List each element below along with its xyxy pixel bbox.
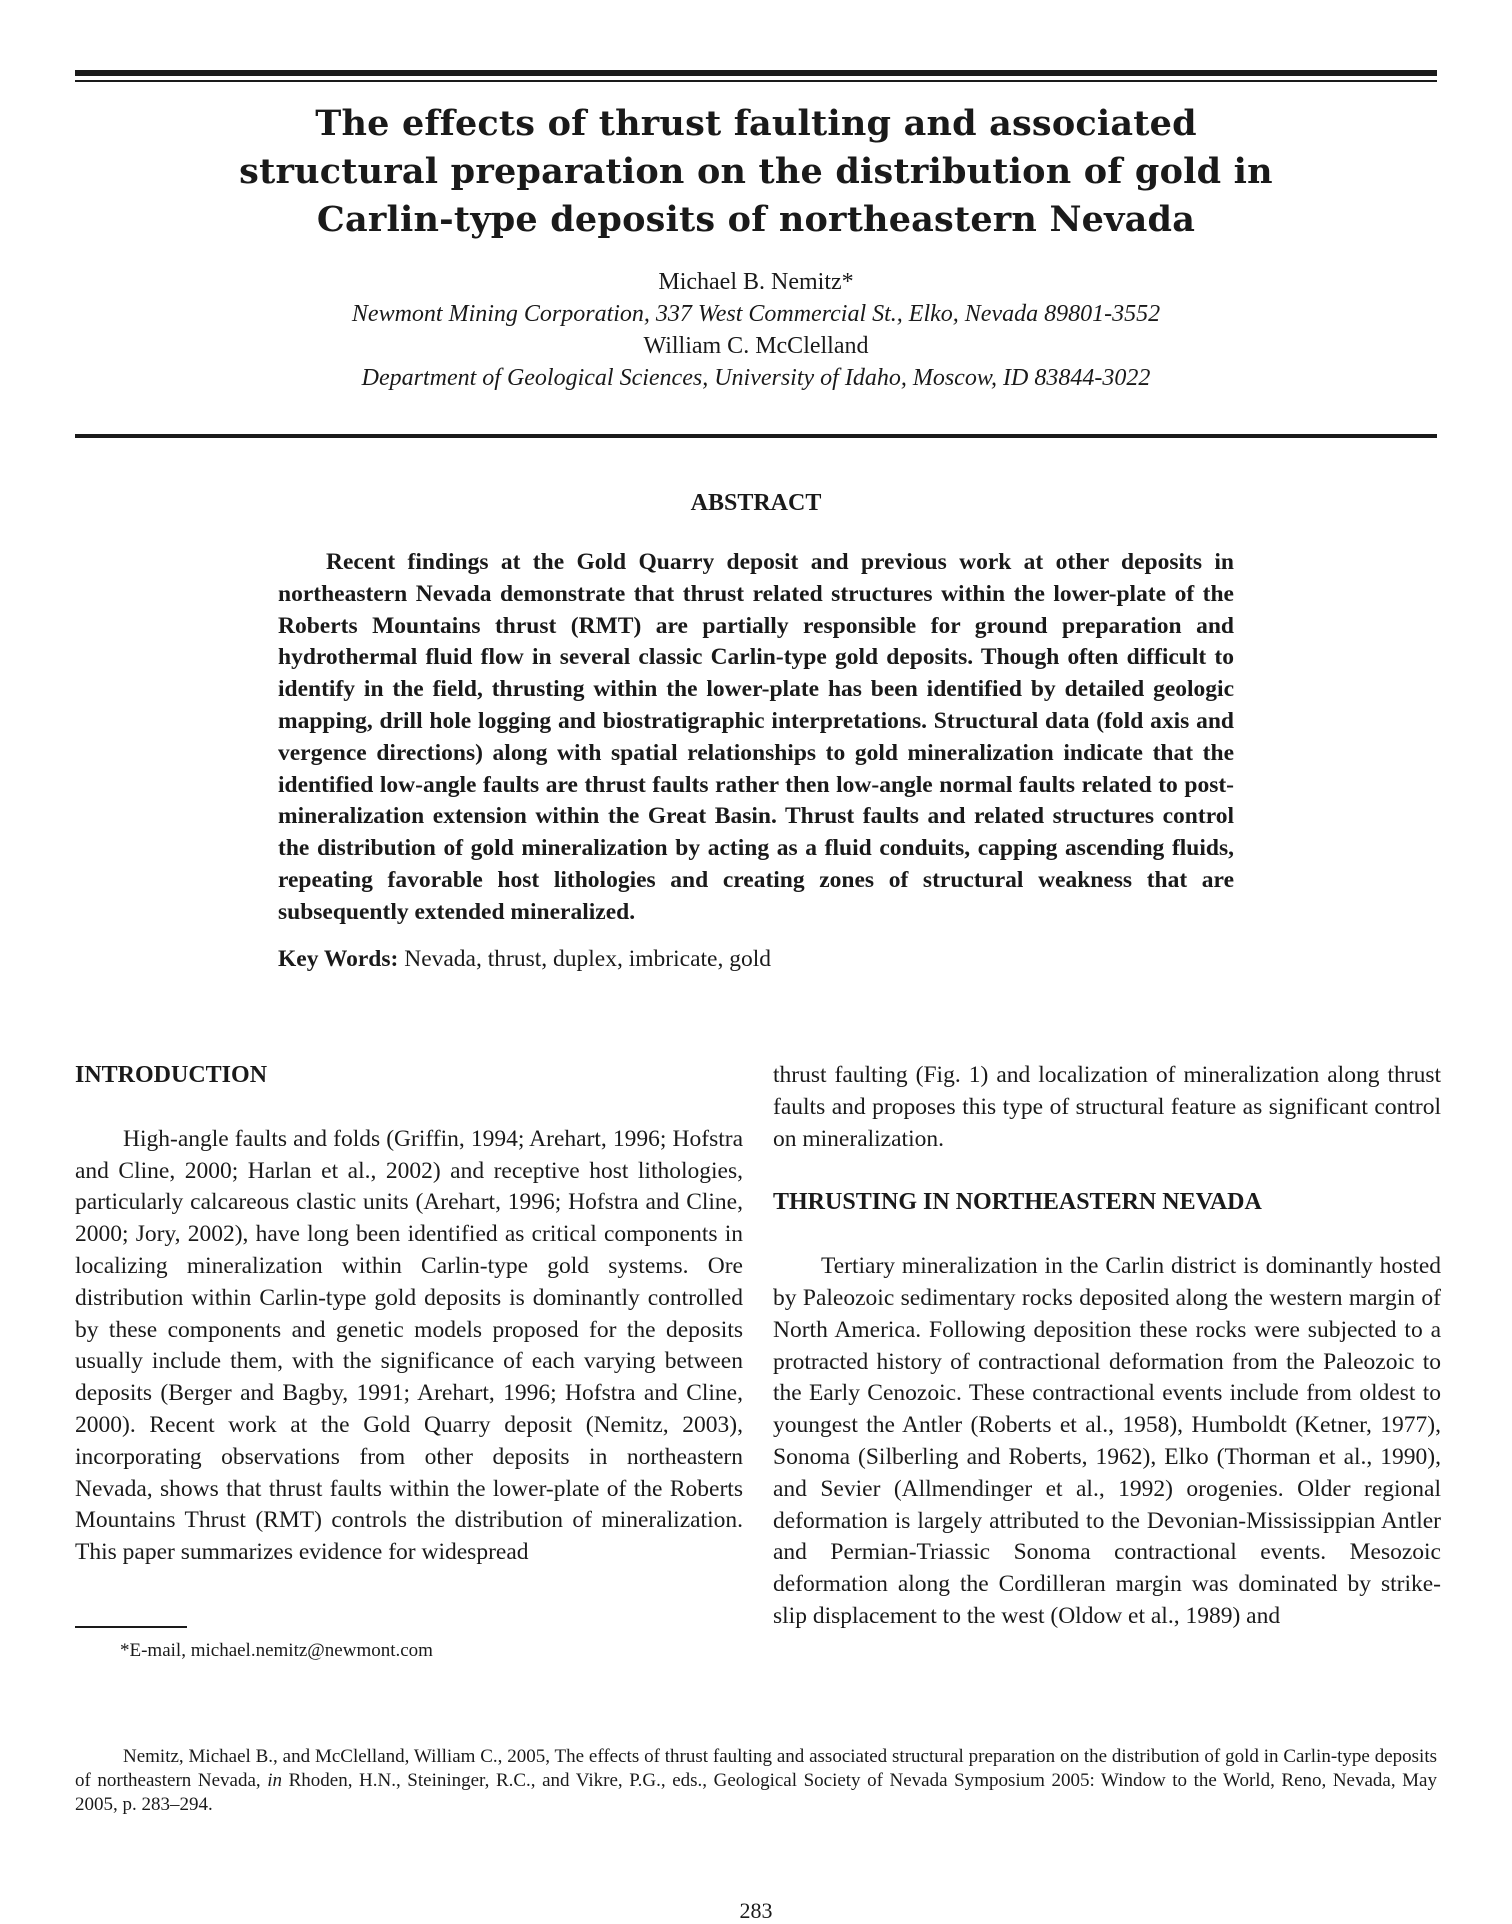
top-rule	[75, 70, 1437, 76]
paper-page	[75, 70, 1437, 975]
heading-gap-2	[773, 1219, 1441, 1251]
page-number: 283	[739, 1898, 773, 1923]
thrusting-paragraph: Tertiary mineralization in the Carlin district is dominantly hosted by Paleozoic sedimentary rocks deposited along the western margin of North America. Following deposition these rocks were subjected to a protracted history of contractional deformation from the Paleozoic to the Early Cenozoic. These contractional events include from oldest to youngest the Antler (Roberts et al., 1958), Humboldt (Ketner, 1977), Sonoma (Silberling and Roberts, 1962), Elko (Thorman et al., 1990), and Sevier (Allmendinger et al., 1992) orogenies. Older regional deformation is largely attributed to the Devonian-Mississippian Antler and Permian-Triassic Sonoma contractional events. Mesozoic deformation along the Cordilleran margin was dominated by strike-slip displacement to the west (Oldow et al., 1989) and	[773, 1253, 1441, 1629]
author-block	[75, 266, 1437, 394]
right-column	[773, 1060, 1441, 1633]
citation-block	[75, 1745, 1437, 1817]
author-name-2: William C. McClelland	[643, 333, 869, 359]
paper-title	[75, 100, 1437, 244]
section-gap	[773, 1155, 1441, 1187]
title-line-1: The effects of thrust faulting and associated	[315, 103, 1197, 144]
citation-after: Rhoden, H.N., Steininger, R.C., and Vikre, P.G., eds., Geological Society of Nevada Symposium 2005: Window to the World, Reno, Nevada, May 2005, p. 283–294.	[75, 1770, 1437, 1815]
heading-gap	[75, 1092, 743, 1124]
author-affiliation-2: Department of Geological Sciences, University of Idaho, Moscow, ID 83844-3022	[361, 365, 1151, 391]
left-column	[75, 1060, 743, 1569]
keywords-label: Key Words:	[278, 945, 399, 972]
footnote-rule	[75, 1626, 187, 1628]
abstract-text: Recent findings at the Gold Quarry deposit and previous work at other deposits in northeastern Nevada demonstrate that thrust related structures within the lower-plate of the Roberts Mountains thrust (RMT) are partially responsible for ground preparation and hydrothermal fluid flow in several classic Carlin-type gold deposits. Though often difficult to identify in the field, thrusting within the lower-plate has been identified by detailed geologic mapping, drill hole logging and biostratigraphic interpretations. Structural data (fold axis and vergence directions) along with spatial relationships to gold mineralization indicate that the identified low-angle faults are thrust faults rather then low-angle normal faults related to post-mineralization extension within the Great Basin. Thrust faults and related structures control the distribution of gold mineralization by acting as a fluid conduits, capping ascending fluids, repeating favorable host lithologies and creating zones of structural weakness that are subsequently extended mineralized.	[278, 549, 1234, 925]
author-affiliation-1: Newmont Mining Corporation, 337 West Commercial St., Elko, Nevada 89801-3552	[351, 301, 1161, 327]
keywords	[278, 943, 1234, 975]
keywords-list: Nevada, thrust, duplex, imbricate, gold	[404, 945, 771, 972]
author-email-footnote: *E-mail, michael.nemitz@newmont.com	[120, 1640, 433, 1661]
thrusting-heading: THRUSTING IN NORTHEASTERN NEVADA	[773, 1189, 1262, 1216]
citation-before: Nemitz, Michael B., and McClelland, William C., 2005, The effects of thrust faulting and associated structural preparation on the distribution of gold in Carlin-type deposits of northeastern Nevada,	[75, 1746, 1437, 1791]
author-name-1: Michael B. Nemitz*	[658, 269, 854, 295]
top-rule-thin	[75, 80, 1437, 82]
introduction-paragraph: High-angle faults and folds (Griffin, 1994; Arehart, 1996; Hofstra and Cline, 2000; Harlan et al., 2002) and receptive host lithologies, particularly calcareous clastic units (Arehart, 1996; Hofstra and Cline, 2000; Jory, 2002), have long been identified as critical components in localizing mineralization within Carlin-type gold systems. Ore distribution within Carlin-type gold deposits is dominantly controlled by these components and genetic models proposed for the deposits usually include them, with the significance of each varying between deposits (Berger and Bagby, 1991; Arehart, 1996; Hofstra and Cline, 2000). Recent work at the Gold Quarry deposit (Nemitz, 2003), incorporating observations from other deposits in northeastern Nevada, shows that thrust faults within the lower-plate of the Roberts Mountains Thrust (RMT) controls the distribution of mineralization. This paper summarizes evidence for widespread	[75, 1125, 743, 1566]
title-line-2: structural preparation on the distribution of gold in	[239, 151, 1273, 192]
header-divider	[75, 434, 1437, 438]
introduction-continuation: thrust faulting (Fig. 1) and localization of mineralization along thrust faults and proposes this type of structural feature as significant control on mineralization.	[773, 1062, 1441, 1152]
introduction-heading: INTRODUCTION	[75, 1062, 268, 1088]
title-line-3: Carlin-type deposits of northeastern Nevada	[316, 199, 1196, 240]
citation-in: in	[267, 1770, 283, 1791]
body-columns	[75, 1060, 1441, 1680]
abstract-heading: ABSTRACT	[690, 490, 822, 516]
